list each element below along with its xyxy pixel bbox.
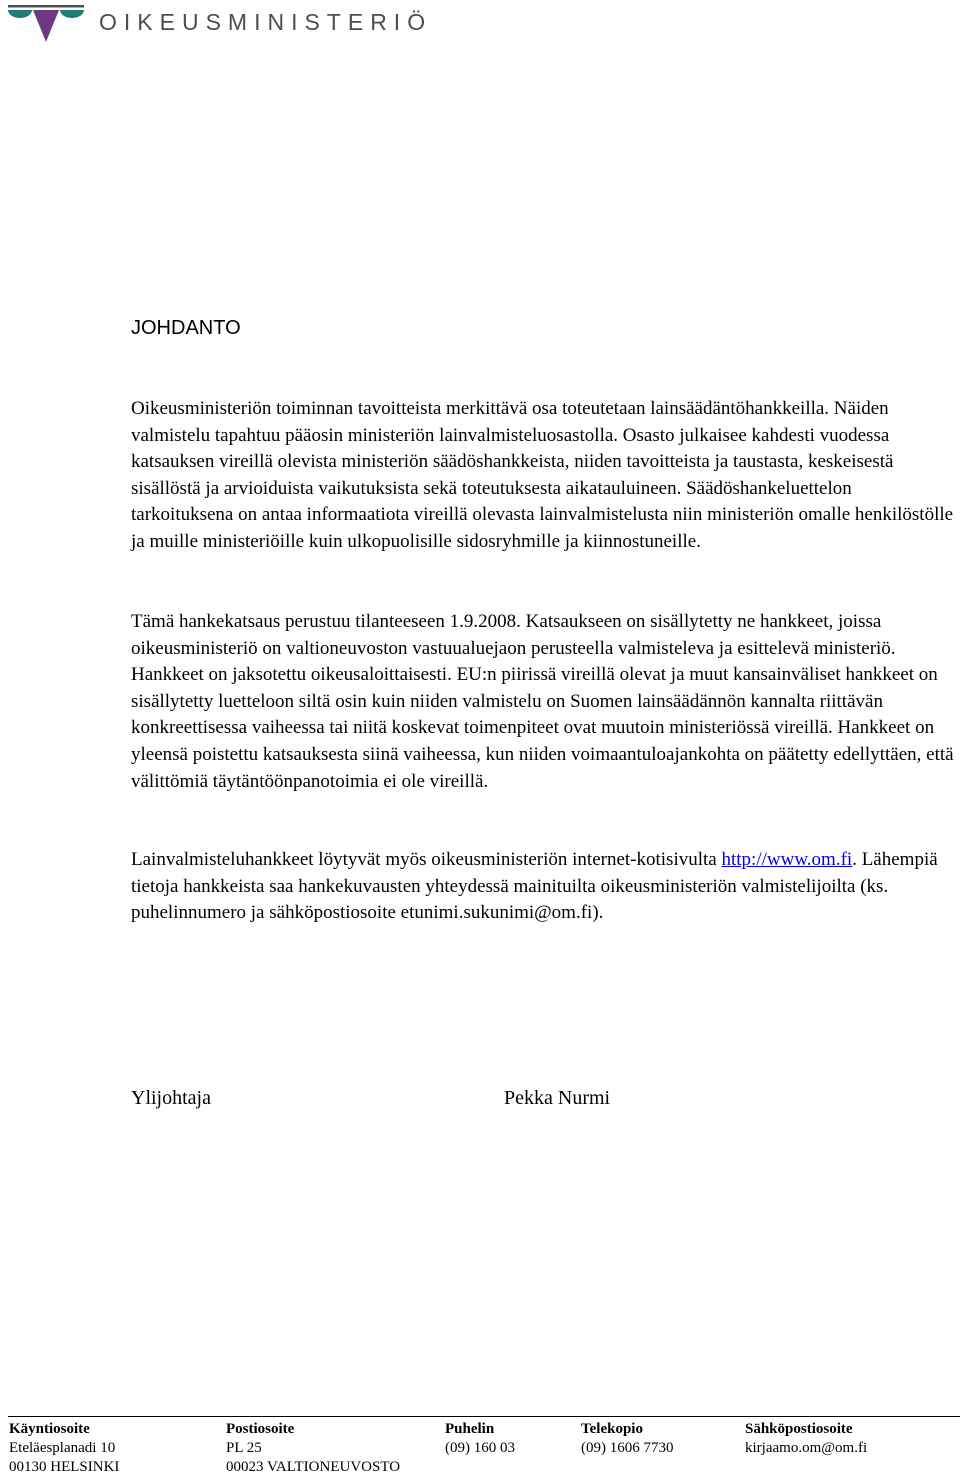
- ministry-website-link[interactable]: http://www.om.fi: [721, 849, 853, 870]
- footer-heading: Sähköpostiosoite: [745, 1421, 853, 1437]
- paragraph-3-text-start: Lainvalmisteluhankkeet löytyvät myös oikeusministeriön internet-kotisivulta: [131, 849, 722, 870]
- logo-right-pan: [60, 10, 84, 18]
- footer-line: (09) 160 03: [445, 1440, 515, 1456]
- logo-triangle: [33, 10, 59, 42]
- page-heading: JOHDANTO: [131, 317, 241, 339]
- intro-paragraph-3: [131, 847, 957, 927]
- footer-line: kirjaamo.om@om.fi: [745, 1440, 868, 1456]
- signatory-name: Pekka Nurmi: [504, 1087, 611, 1109]
- footer-fax: [581, 1420, 674, 1458]
- footer-line: PL 25: [226, 1440, 262, 1456]
- intro-paragraph-1: Oikeusministeriön toiminnan tavoitteista merkittävä osa toteutetaan lainsäädäntöhankkeilla. Näiden valmistelu tapahtuu pääosin ministeriön lainvalmisteluosastolla. Osasto julkaisee kahdesti vuodessa katsauksen vireillä olevista ministeriön säädöshankkeista, niiden tavoitteista ja taustasta, keskeisestä sisällöstä ja arvioiduista vaikutuksista sekä toteutuksesta aikatauluineen. Säädöshankeluettelon tarkoituksena on antaa informaatiota vireillä olevasta lainvalmistelusta niin ministeriön omalle henkilöstölle ja muille ministeriöille kuin ulkopuolisille sidosryhmille ja kiinnostuneille.: [131, 398, 954, 552]
- footer-visiting-address: [9, 1420, 119, 1477]
- footer-line: Eteläesplanadi 10: [9, 1440, 116, 1456]
- footer-postal-address: [226, 1420, 400, 1477]
- footer-heading: Puhelin: [445, 1421, 495, 1437]
- intro-paragraph-2: Tämä hankekatsaus perustuu tilanteeseen 1.9.2008. Katsaukseen on sisällytetty ne hankkeet, joissa oikeusministeriö on valtioneuvoston vastuualuejaon perusteella valmisteleva ja esittelevä ministeriö. Hankkeet on jaksotettu oikeusaloittaisesti. EU:n piirissä vireillä olevat ja muut kansainväliset hankkeet on sisällytetty luetteloon siltä osin kuin niiden valmistelu on Suomen lainsäädännön kannalta riittävän konkreettisessa vaiheessa tai niitä koskevat toimenpiteet ovat muutoin ministeriössä vireillä. Hankkeet on yleensä poistettu katsauksesta siinä vaiheessa, kun niiden voimaantuloajankohta on päätetty edellyttäen, että välittömiä täytäntöönpanotoimia ei ole vireillä.: [131, 611, 954, 792]
- footer-heading: Käyntiosoite: [9, 1421, 90, 1437]
- logo-left-pan: [8, 10, 32, 18]
- paragraph-3-text-end: . Lähempiä tietoja hankkeista saa hankekuvausten yhteydessä mainituilta oikeusministeriön valmistelijoilta (ks. puhelinnumero ja sähköpostiosoite etunimi.sukunimi@om.fi).: [131, 849, 938, 924]
- footer-email: [745, 1420, 867, 1458]
- logo-beam: [8, 5, 84, 8]
- footer-line: 00130 HELSINKI: [9, 1459, 120, 1475]
- footer-heading: Telekopio: [581, 1421, 643, 1437]
- ministry-scales-logo-icon: [6, 4, 86, 44]
- footer-divider: [8, 1416, 960, 1417]
- footer-line: 00023 VALTIONEUVOSTO: [226, 1459, 401, 1475]
- footer-phone: [445, 1420, 515, 1458]
- footer-line: (09) 1606 7730: [581, 1440, 674, 1456]
- signatory-title: Ylijohtaja: [131, 1087, 211, 1109]
- footer-heading: Postiosoite: [226, 1421, 295, 1437]
- organization-name: OIKEUSMINISTERIÖ: [99, 9, 433, 35]
